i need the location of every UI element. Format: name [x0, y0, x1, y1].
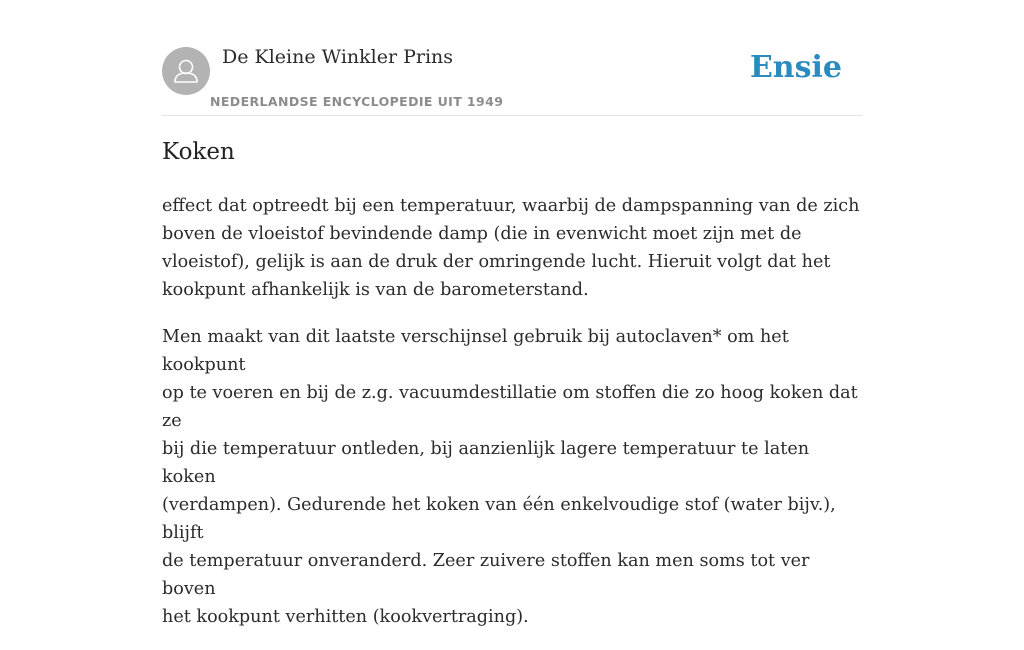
entry-title: Koken	[162, 139, 235, 165]
paragraph	[162, 323, 862, 631]
header-divider	[162, 115, 862, 116]
text-line: op te voeren en bij de z.g. vacuumdestillatie om stoffen die zo hoog koken dat ze	[162, 383, 858, 431]
brand-logo[interactable]: Ensie	[749, 50, 842, 85]
source-title[interactable]: De Kleine Winkler Prins	[222, 46, 454, 68]
user-avatar-icon	[162, 47, 210, 95]
text-line: vloeistof), gelijk is aan de druk der omringende lucht. Hieruit volgt dat het	[162, 252, 831, 272]
text-line: Men maakt van dit laatste verschijnsel gebruik bij autoclaven* om het kookpunt	[162, 327, 789, 375]
source-avatar[interactable]	[162, 47, 210, 95]
text-line: bij die temperatuur ontleden, bij aanzienlijk lagere temperatuur te laten koken	[162, 439, 810, 487]
entry-body	[162, 192, 862, 650]
text-line: boven de vloeistof bevindende damp (die in evenwicht moet zijn met de	[162, 224, 802, 244]
text-line: kookpunt afhankelijk is van de barometerstand.	[162, 280, 589, 300]
source-subtitle: NEDERLANDSE ENCYCLOPEDIE UIT 1949	[210, 94, 504, 109]
paragraph	[162, 192, 862, 304]
text-line: de temperatuur onveranderd. Zeer zuivere stoffen kan men soms tot ver boven	[162, 551, 810, 599]
text-line: effect dat optreedt bij een temperatuur, waarbij de dampspanning van de zich	[162, 196, 860, 216]
text-line: (verdampen). Gedurende het koken van één enkelvoudige stof (water bijv.), blijft	[162, 495, 836, 543]
text-line: het kookpunt verhitten (kookvertraging).	[162, 607, 529, 627]
